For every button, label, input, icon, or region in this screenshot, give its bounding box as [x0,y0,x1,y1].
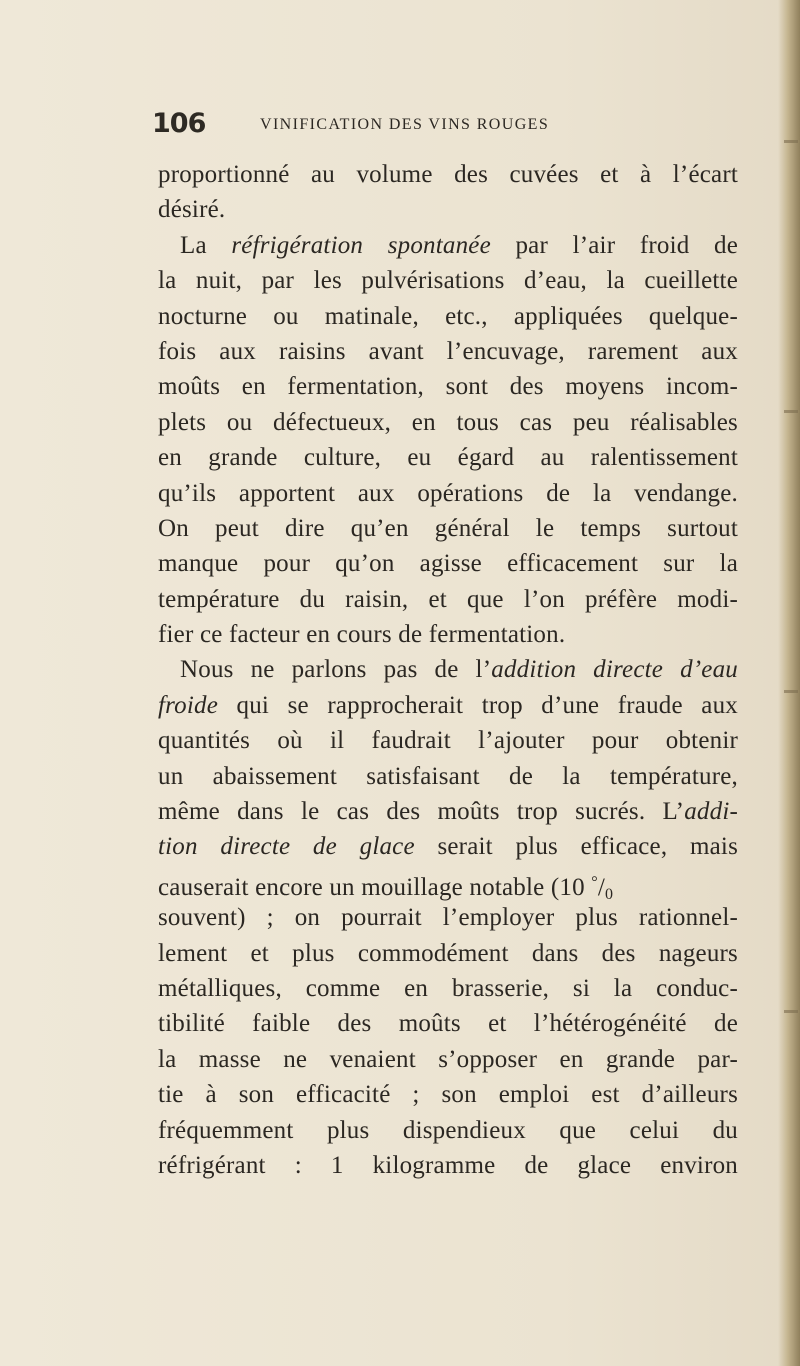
italic-term: réfrigération spontanée [231,231,491,259]
percent-sub: 0 [605,885,614,903]
text-span: serait plus efficace, mais [414,833,738,861]
page-edge-shadow [778,0,800,1366]
text-line: manque pour qu’on agisse efficacement sur la [158,550,738,578]
text-line: fier ce facteur en cours de fermentation. [158,621,566,649]
text-line: souvent) ; on pourrait l’employer plus rationnel- [158,904,738,932]
text-line: la masse ne venaient s’opposer en grande par- [158,1045,738,1073]
text-line: température du raisin, et que l’on préfère modi- [158,585,738,613]
edge-mark [784,690,798,693]
text-span: qui se rapprocherait trop d’une fraude aux [218,691,738,719]
text-line: quantités où il faudrait l’ajouter pour obtenir [158,727,738,755]
text-line: On peut dire qu’en général le temps surtout [158,514,738,542]
text-span: La [180,231,232,259]
text-line: tibilité faible des moûts et l’hétérogénéité de [158,1010,738,1038]
text-line: désiré. [158,196,226,224]
italic-term: tion directe de glace [158,833,415,861]
text-line: plets ou défectueux, en tous cas peu réalisables [158,408,738,436]
body-text [158,157,738,1183]
page-header [152,108,712,144]
text-line [158,688,738,723]
percent-sup: ° [591,873,598,891]
text-line: en grande culture, eu égard au ralentissement [158,444,738,472]
text-span: Nous ne parlons pas de l’ [180,656,492,684]
page-number: 106 [152,108,206,139]
text-line: fréquemment plus dispendieux que celui du [158,1116,738,1144]
edge-mark [784,410,798,413]
text-line: tie à son efficacité ; son emploi est d’ailleurs [158,1081,738,1109]
text-line: moûts en fermentation, sont des moyens incom- [158,373,738,401]
text-line: fois aux raisins avant l’encuvage, rarement aux [158,337,738,365]
text-line [158,865,738,903]
percent-slash: / [597,873,605,901]
text-line [158,652,738,687]
edge-mark [784,140,798,143]
running-title: VINIFICATION DES VINS ROUGES [260,116,550,133]
text-line [158,794,738,829]
edge-mark [784,1010,798,1013]
text-span: par l’air froid de [490,231,738,259]
text-line: lement et plus commodément dans des nageurs [158,939,738,967]
text-line: métalliques, comme en brasserie, si la conduc- [158,974,738,1002]
text-line: la nuit, par les pulvérisations d’eau, la cueillette [158,267,738,295]
text-span: causerait encore un mouillage notable (10 [158,873,592,901]
text-line [158,228,738,263]
text-line: réfrigérant : 1 kilogramme de glace environ [158,1151,738,1179]
italic-term: addi- [684,798,738,826]
text-line: qu’ils apportent aux opérations de la vendange. [158,479,738,507]
text-span: même dans le cas des moûts trop sucrés. L’ [158,798,685,826]
italic-term: froide [158,691,218,719]
text-line: un abaissement satisfaisant de la température, [158,762,738,790]
italic-term: addition directe d’eau [491,656,738,684]
text-line: nocturne ou matinale, etc., appliquées quelque- [158,302,738,330]
text-line [158,829,738,864]
text-line: proportionné au volume des cuvées et à l’écart [158,161,738,188]
